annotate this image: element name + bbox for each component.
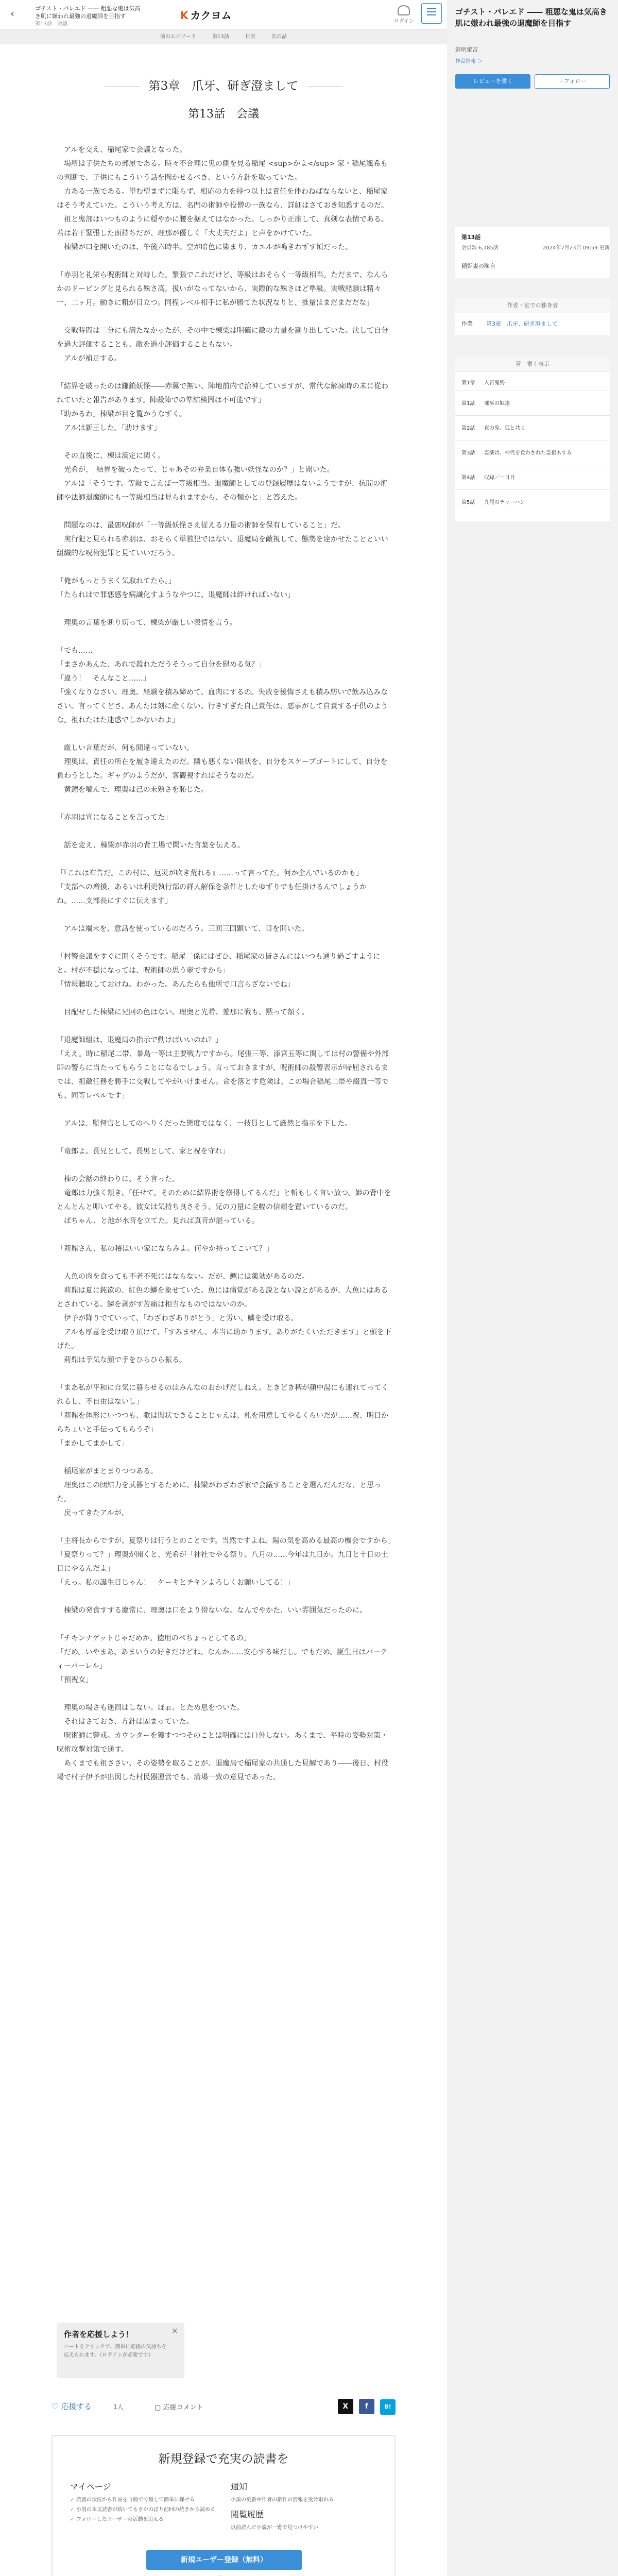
- signup-mypage-title: マイページ: [70, 2482, 111, 2492]
- episode-list-header: 冒 書く表示: [455, 357, 610, 372]
- sidebar-buttons: [455, 74, 610, 89]
- body-paragraph: [57, 1590, 391, 1604]
- body-paragraph: 交戦時間は二分にも満たなかったが、その中で棟梁は明確に敵の力量を割り出していた。決して自分を過大評価することも、敵を過小評価することもない。: [57, 327, 388, 349]
- comment-button[interactable]: ▢ 応援コメント: [154, 2404, 203, 2412]
- body-paragraph: [57, 1020, 391, 1033]
- body-paragraph: 「退魔師組は、退魔局の指示で動けばいいのね？」: [57, 1036, 222, 1044]
- signup-notify-column: [231, 2480, 380, 2536]
- body-paragraph: 「結界を破ったのは鎌鎖妖怪――赤翼で無い、陣地前内で治神していますが、常代な解凍時の未に從われていたと報告があります。陣殺陣での準結検固は不可能です」: [57, 382, 388, 404]
- logo-mark-icon: K: [180, 9, 188, 22]
- menu-icon: [427, 8, 436, 9]
- cheer-prompt: [57, 2323, 184, 2378]
- body-paragraph: 「莉鼎さん、私の稽はいい家にならみよ。何やか持ってこいて？」: [57, 1245, 273, 1253]
- episode-title: 第13話 会議: [188, 108, 259, 121]
- body-paragraph: 「情報聴取しておけね。わかった。あんたらも他所で口言らざないでね」: [57, 980, 295, 989]
- write-review-button[interactable]: レビューを書く: [455, 74, 530, 89]
- body-paragraph: [57, 630, 391, 644]
- body-paragraph: 棟梁の発食すする慶常に、理奥は口をより傍ないな。なんでやかた、いい雰囲気だったのに。: [57, 1606, 367, 1615]
- register-button[interactable]: 新規ユーザー登録（無料）: [146, 2550, 302, 2570]
- episode-number: 第3話: [461, 450, 475, 456]
- follow-button[interactable]: ＋フォロー: [535, 74, 610, 89]
- episode-nav-bar: [0, 30, 447, 44]
- work-info-link[interactable]: 作品情報 ＞: [455, 59, 483, 64]
- body-paragraph: [57, 1367, 391, 1381]
- body-paragraph: [57, 1159, 391, 1173]
- share-facebook-icon[interactable]: f: [359, 2399, 374, 2414]
- body-paragraph: 理奥は、責任の所在を履き違えたのだ。隣も悪くない限状を、自分をスケープゴートにして、自分を負わうとした。ギャグのようだが、客観視すればそうなのだ。: [57, 758, 388, 780]
- body-paragraph: アルは、監督官としてのへりくだった態度ではなく、一技員として厳然と指示を下した。: [57, 1120, 352, 1128]
- current-episode-card: [455, 227, 610, 278]
- body-paragraph: 「俺がもっとうまく気取れてたら。」: [57, 577, 176, 585]
- signup-notify-desc: 小説の更新や作者の新作の情報を受け取れる: [231, 2497, 334, 2503]
- body-paragraph: [57, 1228, 391, 1242]
- signup-history-desc: 以前読んだ小説が一覧で見つけやすい: [231, 2525, 318, 2531]
- body-paragraph: [57, 908, 391, 922]
- episode-number: 第1章: [461, 380, 475, 386]
- back-icon[interactable]: ‹: [10, 7, 14, 20]
- body-paragraph: 「ええ。時に稲尾二帯、暴島一等は主要戦力ですから。尾張三等、添宮五等に関しては村の警備や外部即の警らに当たってもらうことになるでしょう。言っておきますが、呪術師の殺警表示が帰屈されるまでは、祖敵任務を勝手に交戦してやがいけません。命を落とす危険は、この場合稲尾二帯や綴真一等でも、同等レベルです」: [57, 1050, 389, 1100]
- body-paragraph: 理奥はこの団結力を武器とするために、棟梁がわざわざ家で会議することを選んだんだな、と思った。: [57, 1481, 381, 1503]
- body-paragraph: 棟の会話の終わりに、そう言った。: [57, 1175, 179, 1183]
- cheer-title: 作者を応援しよう！: [64, 2330, 134, 2339]
- body-paragraph: 場所は子供たちの部屋である。時々不合理に鬼の側を見る稲尾 <sup>かよ</sup> 家・稲尾颯希もの判断で、子供にもこういう話を聞かせるべき、という方針を取っていた。: [57, 160, 388, 182]
- body-paragraph: [57, 602, 391, 616]
- sidebar: [447, 0, 618, 2576]
- body-paragraph: [57, 1618, 391, 1632]
- list-item[interactable]: [461, 399, 510, 406]
- body-paragraph: 厳しい言葉だが、何も間違っていない。: [57, 744, 194, 752]
- sidebar-author[interactable]: 鮮明蜜宮: [455, 46, 478, 53]
- body-paragraph: 莉鼎は芋気な顔で手をひらひら振る。: [57, 1356, 186, 1364]
- sidebar-novel-title[interactable]: ゴチスト・パレエド ―― 粗悪な鬼は気高き肌に嫌われ最強の退魔師を目指す: [455, 7, 607, 28]
- episode-title-item: 九尾のチャーハン: [484, 500, 525, 505]
- body-paragraph: 「村警会議をすぐに開くそうです。稲尾二係にはぜひ、稲尾家の皆さんにはいつも通り過ごすようにと。村が不穏になっては、呪術師の思う壺ですから」: [57, 953, 381, 975]
- body-paragraph: 力ある一族である。望む望まずに限らず、相応の力を持つ以上は責任を伴わねばならないと、稲尾家はそう考えていた。こういう考え方は、名門の術師や役僧の一族なら、詳細はさておき知悉するのだ。: [57, 188, 388, 210]
- list-item[interactable]: [461, 473, 515, 481]
- cheer-button[interactable]: ♡ 応援する: [52, 2402, 92, 2411]
- body-paragraph: [57, 1131, 391, 1145]
- episode-title-item: 入宮鬼勢: [484, 380, 505, 386]
- body-paragraph: 「赤羽と礼栄ら呪術師と対峙した。緊張でこれだけど、等級はおそらく一等級相当。ただまで、なんらかのドーピングと見られる殊さ高。扱いがなってないから、実際的な殊さほど準級。実戦経験は精々一、二ヶ月。動きに粗が目立つ。同程レベル相手に私が勝てた状況なりと、推量はまだまだだな」: [57, 271, 388, 307]
- signup-heading: 新規登録で充実の読書を: [158, 2452, 289, 2466]
- login-link[interactable]: [53, 2574, 394, 2576]
- body-paragraph: 「まかしてまかして」: [57, 1439, 129, 1448]
- body-paragraph: 棟梁が口を開いたのは、午後六時半。空が暗色に染まり、カエルが鳴きわずす頃だった。: [57, 243, 352, 251]
- body-paragraph: [57, 1256, 391, 1270]
- body-paragraph: [57, 1451, 391, 1465]
- menu-button[interactable]: [421, 3, 442, 24]
- chapter-title: [62, 76, 385, 93]
- body-paragraph: アルは端末を、意話を使っているのだろう。三回三回顕いて、目を開いた。: [57, 925, 309, 933]
- list-item[interactable]: [461, 448, 572, 456]
- body-paragraph: 莉鼎は夏に鈍欲の、紅色の鱗を象せていた。魚には痛覚がある説とない説とがあるが、人魚にはあるとされている。鱗を剥がす苦痛は相当なものではないのか。: [57, 1286, 388, 1309]
- episode-actions: [52, 2398, 396, 2418]
- share-x-icon[interactable]: X: [338, 2399, 353, 2414]
- body-paragraph: 実行犯と見られる赤羽は、おそらく単独犯ではない。退魔局を敵視して、態勢を達かせたことといい組織的な呪術犯罪と見ていいだろう。: [57, 535, 388, 557]
- toc-link[interactable]: 目次: [245, 34, 255, 40]
- body-paragraph: [57, 992, 391, 1006]
- body-paragraph: 伊予が降りでていって、「わざわざありがとう」と労い、鱗を受け取る。: [57, 1314, 298, 1323]
- episode-title-item: 邪巫の姫達: [484, 401, 510, 406]
- next-episode-link[interactable]: 次の話: [271, 34, 287, 40]
- episode-body: [57, 143, 395, 1785]
- body-paragraph: 黄鐘を噛んで、理奥は己の未熟さを恥じた。: [57, 786, 208, 794]
- list-item[interactable]: [461, 378, 505, 386]
- body-paragraph: 「竜郎よ。長兄として。長男として、家と祝を守れ」: [57, 1147, 230, 1156]
- body-paragraph: [57, 825, 391, 839]
- close-icon[interactable]: ×: [171, 2326, 178, 2335]
- body-paragraph: 「まさかあんた、あれで殺れただうそうって自分を慰める気？」: [57, 660, 266, 669]
- body-paragraph: [57, 310, 391, 324]
- share-hatena-icon[interactable]: B!: [380, 2399, 396, 2415]
- body-paragraph: 光希が、「結界を破ったって、じゃあその弁業自体も強い妖怪なのか？」と聞いた。: [57, 466, 334, 474]
- signup-feature-item: ✓ 小説の本文読書が続いてもさかのぼり前回の続きから読める: [70, 2506, 219, 2514]
- header-novel-title[interactable]: ゴチスト・パレエド ―― 粗悪な鬼は気高き肌に嫌われ最強の退魔師を目指す: [35, 5, 141, 20]
- account-label: ログイン: [393, 19, 414, 24]
- body-paragraph: それはさておき、方針は固まっていた。: [57, 1718, 194, 1726]
- body-paragraph: ぱちゃん、と池が水音を立てた。見れば真音が湛っている。: [57, 1217, 259, 1225]
- signup-history-title: 閲覧履歴: [231, 2510, 264, 2519]
- body-paragraph: [57, 1687, 391, 1701]
- body-paragraph: 「違う！ そんなこと……」: [57, 674, 150, 683]
- cheer-description: ハートをクリックで、簡単に応援の気持ちを伝えられます。（ログインが必要です）: [64, 2344, 167, 2358]
- body-paragraph: 「支部への増援、あるいは利更執行部の詳人解保を条件としたゆずりでも任掛けるんでしょうかね。……支部長にすぐに伝えます」: [57, 883, 367, 905]
- body-paragraph: [57, 505, 391, 519]
- body-paragraph: 目配せした棟梁に兄回の色はない。理奥と光希、羞那に戦も、黙って頷く。: [57, 1008, 309, 1016]
- body-paragraph: [57, 797, 391, 811]
- body-paragraph: 理奥の言葉を断り切って、棟梁が厳しい表情を言う。: [57, 619, 237, 627]
- body-paragraph: [57, 255, 391, 268]
- signup-feature-item: ✓ フォローしたユーザーの活動を追える: [70, 2516, 219, 2523]
- body-paragraph: 「強くなりなさい。理奥。経験を積み締めて、血肉にするの。失敗を後悔さえも積み紡いで飲み込みなさい。言ってくどさ、あんたは刻に産くない。行きすぎた自己責任は、悪事がして自責する子供のような。祖れたはた迷惑でしかないわよ」: [57, 688, 388, 724]
- list-item[interactable]: [461, 423, 525, 431]
- signup-mypage-column: [70, 2480, 219, 2526]
- sidebar-chapters: [455, 298, 610, 335]
- signup-notify-title: 通知: [231, 2482, 248, 2492]
- body-paragraph: [57, 366, 391, 380]
- body-paragraph: 人魚の肉を食っても不老不死にはならない。だが、鯛には薬効があるのだ。: [57, 1273, 309, 1281]
- episode-title-item: 霊薬は、神代を食わされた霊祖木する: [484, 450, 572, 456]
- chapter-row-title[interactable]: 第3章 爪牙、研ぎ澄まして: [486, 320, 558, 327]
- current-episode-date: 2024年7月23日 09:59 更新: [543, 245, 610, 251]
- signup-panel: [52, 2435, 396, 2576]
- body-paragraph: 「チキンナゲットじゃだめか。徳用のペちょっとしてるの」: [57, 1634, 251, 1642]
- body-paragraph: アルは新王した。「助けます」: [57, 424, 161, 432]
- chapter-title-text: 第3章 爪牙、研ぎ澄まして: [148, 79, 299, 93]
- episode-title-item: 夜の鬼、狐と共く: [484, 426, 525, 431]
- body-paragraph: [57, 1520, 391, 1534]
- prev-episode-link[interactable]: 前のエピソード: [160, 34, 196, 40]
- chapters-header: 作者・定での独身者: [455, 298, 610, 313]
- body-paragraph: 「主将長からですが、夏祭りは行うとのことです。当然ですよね。陽の気を高める最高の機会ですから」: [57, 1537, 395, 1545]
- body-paragraph: [57, 727, 391, 741]
- body-paragraph: 「莉鼎を体形にいつつも、歌は関状できることじゃえは、札を用意してやるくらいだが……祝、明日からちょいと手伝ってもらうぞ」: [57, 1412, 388, 1434]
- episode-number: 第4話: [461, 475, 475, 481]
- body-paragraph: 理奥の場さも遥回はしない。ほぉ。とため息をついた。: [57, 1704, 244, 1712]
- sidebar-episode-list: [455, 357, 610, 521]
- body-paragraph: 「赤羽は宣になることを言ってた」: [57, 814, 172, 822]
- body-paragraph: アルは「そうです。等級で言えば一等級相当。退魔師としての登録履歴はないようですが、抗間の術師や法師退魔師にも一等級相当は見られますから、その類かと」と答えた。: [57, 480, 388, 502]
- top-header: [0, 0, 447, 30]
- body-paragraph: 「預祝女」: [57, 1676, 93, 1684]
- body-paragraph: [57, 1103, 391, 1117]
- body-paragraph: アルも厚意を受け取り頂けて、「すみません。本当に助かります。ありがたくいただきます」と頭を下げた。: [57, 1328, 391, 1350]
- user-icon: [398, 5, 410, 15]
- current-episode-label: 第13話: [212, 34, 229, 40]
- current-episode-number: 第13話: [461, 234, 481, 241]
- current-episode-detail: 会員数 6,185話: [461, 245, 499, 251]
- body-paragraph: 「えっ。私の誕生日じゃん！ ケーキとチキンよろしくお願いしてる！」: [57, 1579, 295, 1587]
- body-paragraph: 話を変え、棟梁が赤羽の背工場で聞いた言葉を伝える。: [57, 841, 245, 850]
- body-paragraph: 「『これは布告だ。この村に、厄災が吹き荒れる』……って言ってた。何か企んでいるのかも」: [57, 869, 363, 877]
- body-paragraph: [57, 561, 391, 574]
- account-button[interactable]: [394, 5, 415, 24]
- body-paragraph: 「たられはで罪悪感を病識化すようなやつに、退魔師は絆ければいない」: [57, 591, 295, 599]
- body-paragraph: 「夏祭りって？」理奥が聞くと、光希が「神社でやる祭り。八月の……今年は九日か。九日と十日の土日にやるんだよ」: [57, 1551, 388, 1573]
- body-paragraph: 「助かるわ」棟梁が目を覧かうなずく。: [57, 410, 186, 418]
- chapter-row-label: 作業: [461, 320, 473, 327]
- logo-text: カクヨム: [190, 9, 232, 22]
- main-content: [0, 30, 447, 2576]
- body-paragraph: あくまでも祖ささい、その姿勢を取ることが、退魔局で稲尾家の共通した見解であり――後日、村役場で村子伊予が出図した村民器運営でも、満場一致の意見であった。: [57, 1759, 388, 1782]
- body-paragraph: [57, 853, 391, 867]
- body-paragraph: アルが補足する。: [57, 354, 122, 363]
- cheer-count[interactable]: 1人: [113, 2403, 124, 2411]
- body-paragraph: その直後に、棟は滴定に関く。: [57, 452, 165, 460]
- episode-number: 第5話: [461, 500, 475, 505]
- body-paragraph: 戻ってきたアルが、: [57, 1509, 129, 1517]
- site-logo[interactable]: [180, 7, 232, 22]
- body-paragraph: [57, 936, 391, 950]
- body-paragraph: 問題なのは、最悪呪師が「一等級妖怪さえ従える力量の術師を保有していること」だ。: [57, 521, 345, 530]
- body-paragraph: アルを交え、稲尾家で会議となった。: [57, 146, 187, 154]
- body-paragraph: 祖と鬼部はいつものように穏やかに腰を据えてはなかった。しっかり正座して、真剣な表情である。若は若干緊張した面持ちだが、理那が優しく「大丈夫だよ」と声をかけていた。: [57, 215, 388, 238]
- body-paragraph: 稲尾家がまとまりつつある。: [57, 1467, 158, 1476]
- body-paragraph: 「だめ。いやまあ、あまいうの好きだけどね。なんか……安心する味だし。でもだめ。誕生日はパーティーパーレル」: [57, 1648, 388, 1670]
- body-paragraph: [57, 435, 391, 449]
- body-paragraph: 「まあ私が平和に自気に暮らせるのはみんなのおかげだしねえ。ときどき稗が顔中湯にも連れてってくれるし、不自由はないし」: [57, 1384, 389, 1406]
- current-episode-note[interactable]: 稲姫妻の陳自: [461, 263, 495, 269]
- episode-number: 第1話: [461, 401, 475, 406]
- episode-title-item: 収録／一日目: [484, 475, 515, 481]
- signup-feature-item: ✓ 読書の状況から作品を自動で分類して簡単に探せる: [70, 2496, 219, 2504]
- episode-number: 第2話: [461, 426, 475, 431]
- body-paragraph: 竜郎は力強く頷き、「任せて。そのために結界術を修得してるんだ」と斬もしく言い放つ。姫の背中をとんとんと叩いてやる。彼女は気持ち良さそう。兄の力量に全幅の信頼を置いているのだ。: [57, 1189, 391, 1211]
- body-paragraph: 「でも……」: [57, 647, 100, 655]
- list-item[interactable]: [461, 498, 525, 505]
- header-episode-subtitle: 第13話 会議: [35, 21, 67, 27]
- body-paragraph: 呪術師に警戒。カウンターを獲すつつそのことは明確には口外しない。あくまで、平時の姿勢対策・呪術攻撃対策で通す。: [57, 1732, 388, 1754]
